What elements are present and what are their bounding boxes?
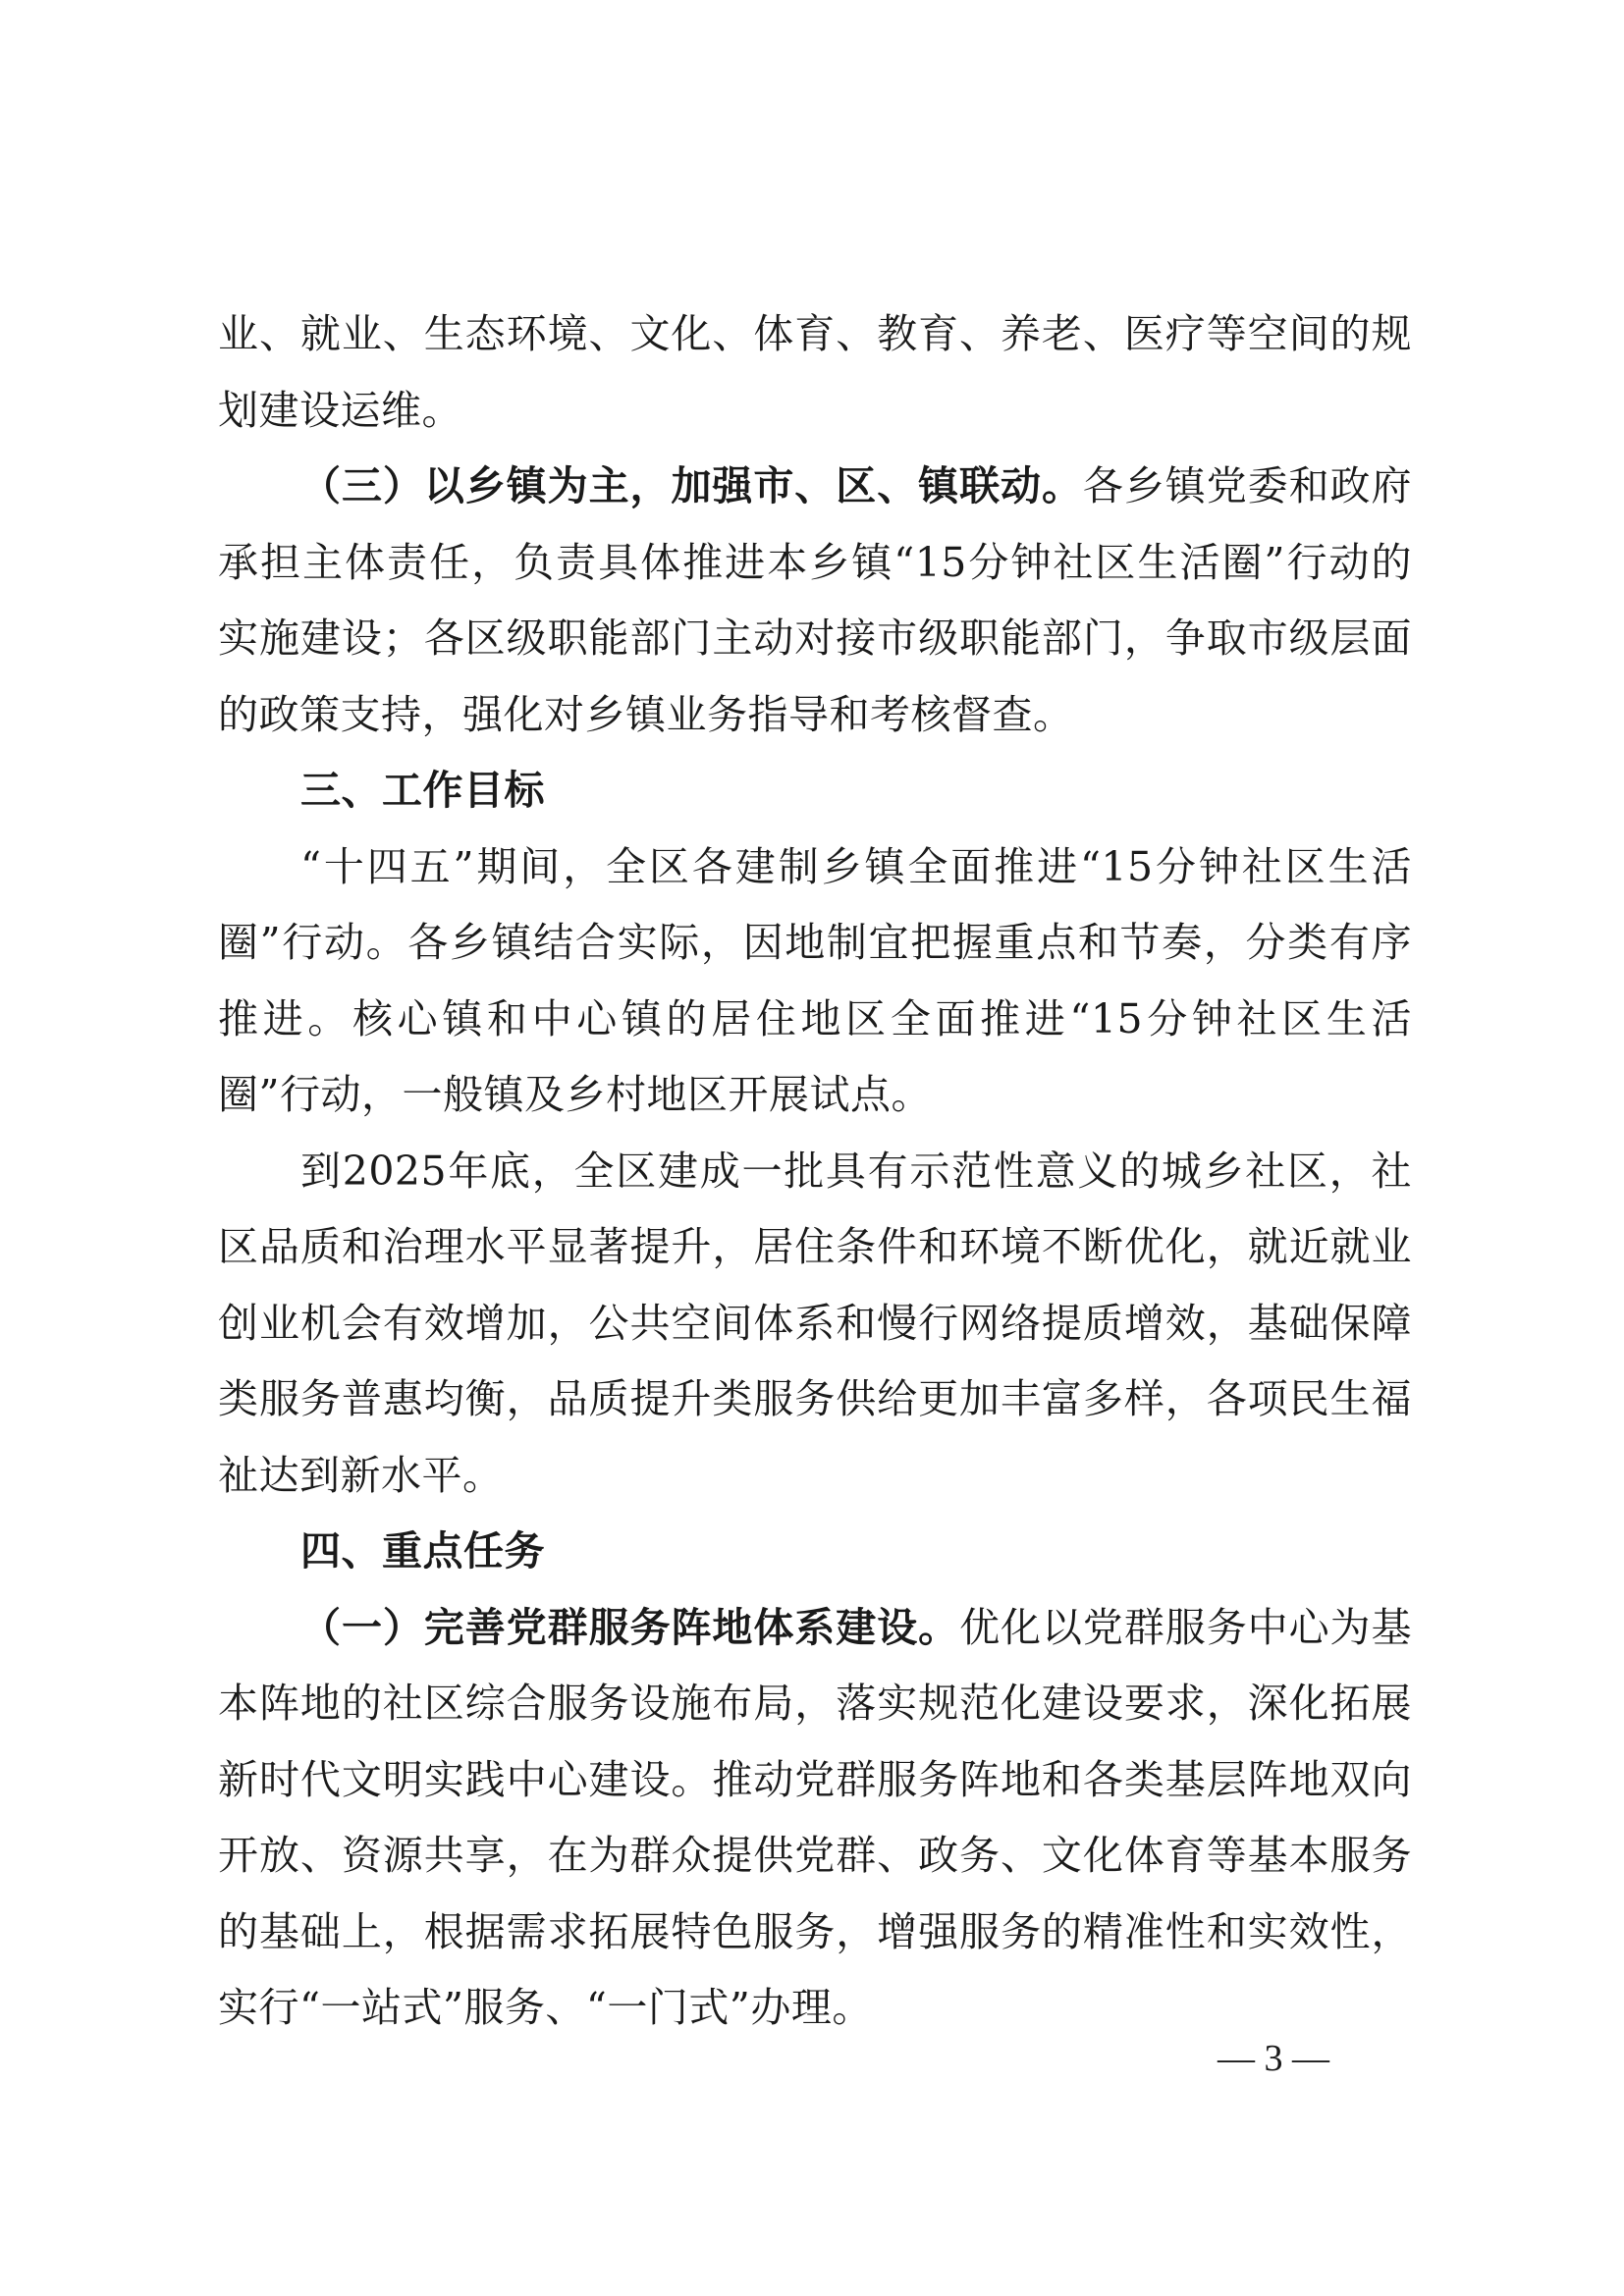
paragraph-text: 业、就业、生态环境、文化、体育、教育、养老、医疗等空间的规划建设运维。 <box>218 310 1412 434</box>
section-heading-key-tasks <box>218 1514 1412 1590</box>
paragraph-text: 优化以党群服务中心为基本阵地的社区综合服务设施布局，落实规范化建设要求，深化拓展新时代文明实践中心建设。推动党群服务阵地和各类基层阵地双向开放、资源共享，在为群众提供党群、政务、文化体育等基本服务的基础上，根据需求拓展特色服务，增强服务的精准性和实效性，实行“一站式”服务、“一门式”办理。 <box>218 1603 1413 2031</box>
paragraph-fourteenth-five-year <box>218 829 1412 1134</box>
paragraph-party-service <box>218 1590 1412 2047</box>
paragraph-continuation <box>218 296 1412 449</box>
paragraph-2025-target <box>218 1134 1412 1515</box>
paragraph-lead: （一）完善党群服务阵地体系建设。 <box>300 1603 960 1651</box>
section-heading-work-goals <box>218 753 1412 829</box>
document-body <box>218 296 1412 2047</box>
section-heading-text: 三、工作目标 <box>300 767 545 814</box>
paragraph-town-linkage <box>218 449 1412 753</box>
paragraph-text: 各乡镇党委和政府承担主体责任，负责具体推进本乡镇“15分钟社区生活圈”行动的实施建设；各区级职能部门主动对接市级职能部门，争取市级层面的政策支持，强化对乡镇业务指导和考核督查。 <box>218 462 1413 738</box>
paragraph-text: “十四五”期间，全区各建制乡镇全面推进“15分钟社区生活圈”行动。各乡镇结合实际，因地制宜把握重点和节奏，分类有序推进。核心镇和中心镇的居住地区全面推进“15分钟社区生活圈”行动，一般镇及乡村地区开展试点。 <box>218 842 1412 1118</box>
section-heading-text: 四、重点任务 <box>300 1527 545 1575</box>
paragraph-text: 到2025年底，全区建成一批具有示范性意义的城乡社区，社区品质和治理水平显著提升，居住条件和环境不断优化，就近就业创业机会有效增加，公共空间体系和慢行网络提质增效，基础保障类服务普惠均衡，品质提升类服务供给更加丰富多样，各项民生福祉达到新水平。 <box>218 1147 1412 1499</box>
page-number: — 3 — <box>1218 2038 1329 2079</box>
paragraph-lead: （三）以乡镇为主，加强市、区、镇联动。 <box>300 462 1083 509</box>
